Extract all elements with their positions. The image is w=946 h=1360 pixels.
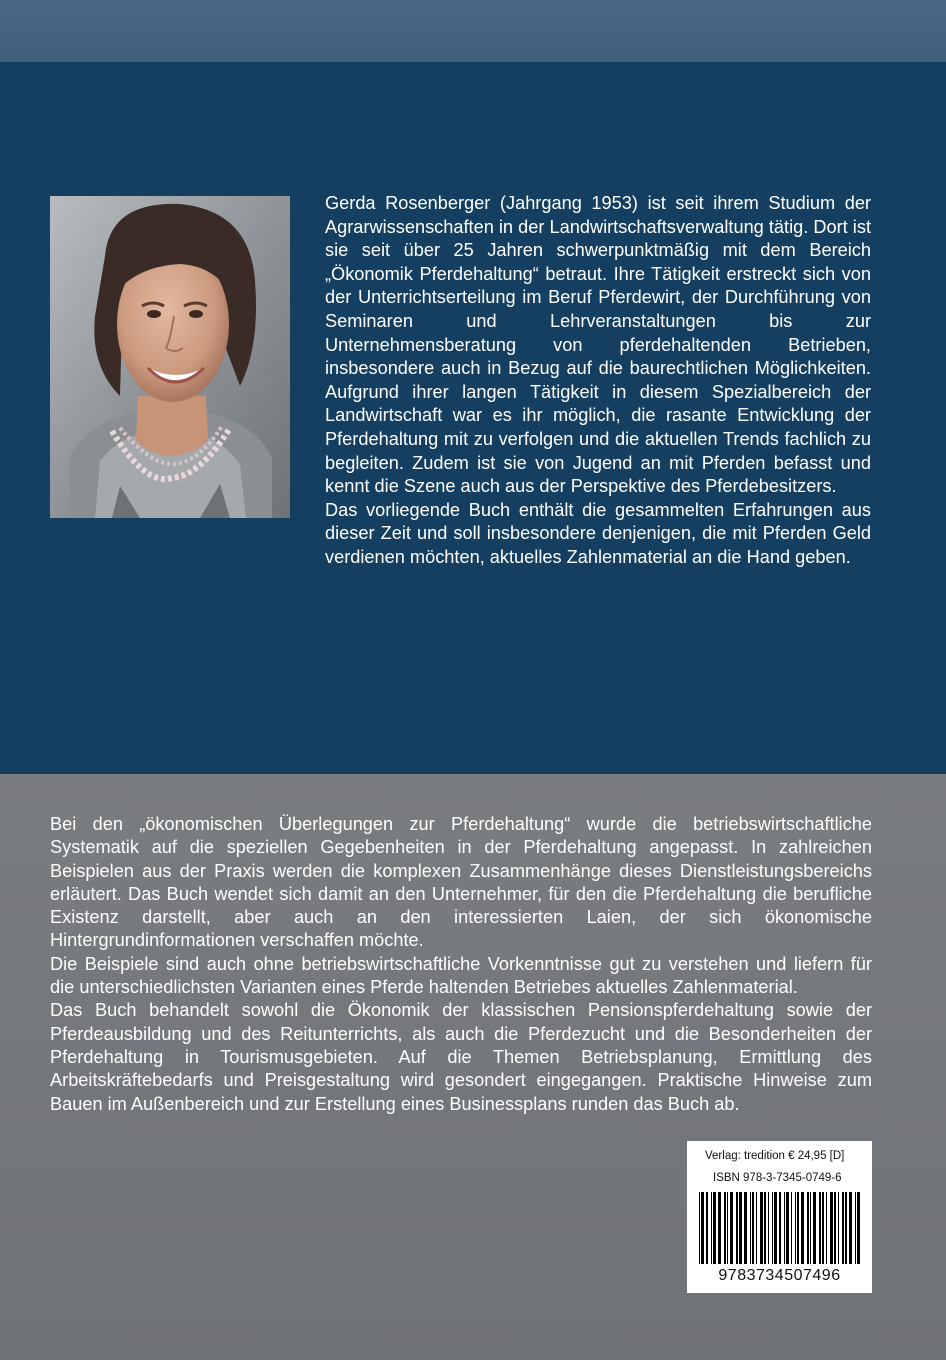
barcode-bar [756, 1192, 757, 1264]
barcode-number: 9783734507496 [718, 1267, 841, 1284]
description-paragraph: Das Buch behandelt sowohl die Ökonomik der klassischen Pensionspferdehaltung sowie der Pferdeausbildung und des Reitunterrichts, als auch die Pferdezucht und die Besonderheiten der Pferdehaltung in Tourismusgebieten. Auf die Themen Betriebsplanung, Ermittlung des Arbeitskräftebedarfs und Preisgestaltung wird gesondert eingegangen. Praktische Hinweise zum Bauen im Außenbereich und zur Erstellung eines Businessplans runden das Buch ab. [50, 1000, 872, 1114]
barcode-bar [752, 1192, 754, 1264]
barcode-bar [764, 1192, 766, 1264]
barcode-bar [822, 1192, 824, 1264]
barcode-bar [826, 1192, 827, 1264]
barcode-bar [819, 1192, 821, 1264]
barcode-bar [849, 1192, 852, 1264]
description-paragraph: Die Beispiele sind auch ohne betriebswirtschaftliche Vorkenntnisse gut zu verstehen und liefern für die unterschiedlichsten Varianten eines Pferde haltenden Betriebes aktuelles Zahlenmaterial. [50, 953, 872, 998]
barcode-bar [797, 1192, 799, 1264]
barcode-bar [795, 1192, 796, 1264]
barcode-box [687, 1141, 872, 1293]
barcode-bar [701, 1192, 704, 1264]
barcode-bar [706, 1192, 708, 1264]
barcode-bar [813, 1192, 816, 1264]
barcode-bar [810, 1192, 811, 1264]
publisher-price: Verlag: tredition € 24,95 [D] [705, 1150, 845, 1162]
barcode-bar [699, 1192, 700, 1264]
author-bio [325, 192, 871, 570]
barcode-bars [699, 1192, 860, 1264]
barcode-bar [772, 1192, 773, 1264]
author-photo [50, 196, 290, 518]
bio-paragraph: Das vorliegende Buch enthält die gesammelten Erfahrungen aus dieser Zeit und soll insbesondere denjenigen, die mit Pferden Geld verdienen möchten, aktuelles Zahlenmaterial an die Hand geben. [325, 499, 871, 567]
isbn-label: ISBN 978-3-7345-0749-6 [713, 1172, 842, 1184]
barcode-bar [830, 1192, 833, 1264]
barcode-bar [842, 1192, 844, 1264]
barcode-bar [807, 1192, 809, 1264]
barcode-bar [744, 1192, 747, 1264]
barcode-bar [750, 1192, 751, 1264]
book-description [50, 813, 872, 1116]
barcode-bar [779, 1192, 781, 1264]
barcode-bar [791, 1192, 792, 1264]
barcode-bar [768, 1192, 769, 1264]
barcode-bar [730, 1192, 733, 1264]
barcode-bar [774, 1192, 777, 1264]
description-paragraph: Bei den „ökonomischen Überlegungen zur Pferdehaltung“ wurde die betriebswirtschaftliche Systematik auf die speziellen Gegebenheiten in der Pferdehaltung angepasst. In zahlreichen Beispielen aus der Praxis werden die komplexen Zusammenhänge dieses Dienstleistungsbereichs erläutert. Das Buch wendet sich damit an den Unternehmer, für den die Pferdehaltung die berufliche Existenz darstellt, aber auch an den interessierten Laien, der sich ökonomische Hintergrundinformationen verschaffen möchte. [50, 814, 872, 951]
barcode-bar [760, 1192, 763, 1264]
barcode-bar [718, 1192, 721, 1264]
bio-paragraph: Gerda Rosenberger (Jahrgang 1953) ist seit ihrem Studium der Agrarwissenschaften in der Landwirtschaftsverwaltung tätig. Dort ist sie seit über 25 Jahren schwerpunktmäßig mit dem Bereich „Ökonomik Pferdehaltung“ betraut. Ihre Tätigkeit erstreckt sich von der Unterrichtserteilung im Beruf Pferdewirt, der Durchführung von Seminaren und Lehrveranstaltungen bis zur Unternehmensberatung von pferdehaltenden Betrieben, insbesondere auch in Bezug auf die baurechtlichen Möglichkeiten. Aufgrund ihrer langen Tätigkeit in diesem Spezialbereich der Landwirtschaft war es ihr möglich, die rasante Entwicklung der Pferdehaltung mit zu verfolgen und die aktuellen Trends fachlich zu begleiten. Zudem ist sie von Jugend an mit Pferden befasst und kennt die Szene auch aus der Perspektive des Pferdebesitzers. [325, 193, 871, 497]
barcode-bar [845, 1192, 847, 1264]
barcode-bar [784, 1192, 785, 1264]
barcode-bar [711, 1192, 712, 1264]
barcode-bar [855, 1192, 856, 1264]
barcode-bar [713, 1192, 716, 1264]
top-band [0, 0, 946, 62]
barcode-bar [736, 1192, 738, 1264]
barcode-bar [801, 1192, 804, 1264]
barcode-bar [724, 1192, 726, 1264]
barcode-bar [786, 1192, 789, 1264]
barcode-bar [834, 1192, 836, 1264]
barcode-bar [857, 1192, 860, 1264]
barcode-bar [838, 1192, 839, 1264]
barcode-bar [727, 1192, 728, 1264]
barcode-bar [739, 1192, 742, 1264]
